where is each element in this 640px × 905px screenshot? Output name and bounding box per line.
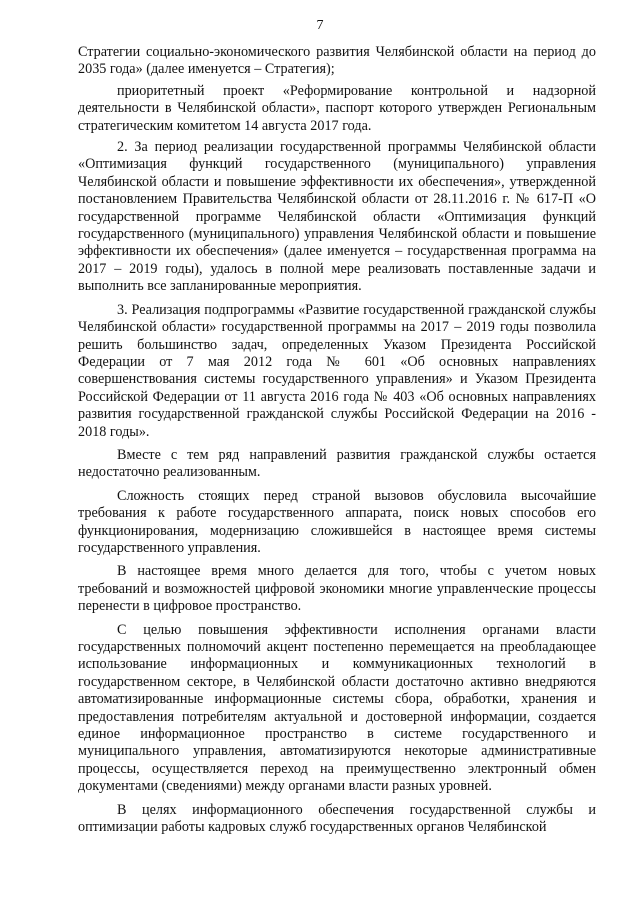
paragraph-information-support: В целях информационного обеспечения государственной службы и оптимизации работы кадровых служб государственных органов Челябинской	[78, 801, 596, 836]
document-body	[78, 44, 596, 836]
paragraph-strategy-continuation: Стратегии социально-экономического развития Челябинской области на период до 2035 года» (далее именуется – Стратегия);	[78, 44, 596, 78]
page-number: 7	[316, 18, 324, 33]
paragraph-digital-economy: В настоящее время много делается для того, чтобы с учетом новых требований и возможностей цифровой экономики многие управленческие процессы перенести в цифровое пространство.	[78, 563, 596, 615]
paragraph-priority-project: приоритетный проект «Реформирование контрольной и надзорной деятельности в Челябинской области», паспорт которого утвержден Региональным стратегическим комитетом 14 августа 2017 года.	[78, 82, 596, 134]
paragraph-challenges: Сложность стоящих перед страной вызовов обусловила высочайшие требования к работе государственного аппарата, поиск новых способов его функционирования, модернизацию сложившейся в настоящее время системы государственного управления.	[78, 487, 596, 556]
paragraph-insufficient-implementation: Вместе с тем ряд направлений развития гражданской службы остается недостаточно реализованным.	[78, 446, 596, 481]
paragraph-section-2: 2. За период реализации государственной программы Челябинской области «Оптимизация функций государственного (муниципального) управления Челябинской области и повышение эффективности их обеспечения», утвержденной постановлением Правительства Челябинской области от 28.11.2016 г. № 617-П «О государственной программе Челябинской области «Оптимизация функций государственного (муниципального) управления Челябинской области и повышение эффективности их обеспечения» (далее именуется – государственная программа на 2017 – 2019 годы), удалось в полной мере реализовать поставленные задачи и выполнить все запланированные мероприятия.	[78, 139, 596, 295]
paragraph-section-3: 3. Реализация подпрограммы «Развитие государственной гражданской службы Челябинской области» государственной программы на 2017 – 2019 годы позволила решить большинство задач, определенных Указом Президента Российской Федерации от 7 мая 2012 года № 601 «Об основных направлениях совершенствования системы государственного управления» и Указом Президента Российской Федерации от 11 августа 2016 года № 403 «Об основных направлениях развития государственной гражданской службы Российской Федерации на 2016 - 2018 годы».	[78, 301, 596, 440]
paragraph-ict-efficiency: С целью повышения эффективности исполнения органами власти государственных полномочий акцент постепенно перемещается на преобладающее использование информационных и коммуникационных технологий в государственном секторе, в Челябинской области достаточно активно внедряются автоматизированные информационные системы сбора, обработки, хранения и предоставления потребителям актуальной и достоверной информации, создается единое информационное пространство в системе государственного и муниципального управления, автоматизируются некоторые административные процессы, осуществляется переход на преимущественно электронный обмен документами (сведениями) между органами власти разных уровней.	[78, 621, 596, 795]
